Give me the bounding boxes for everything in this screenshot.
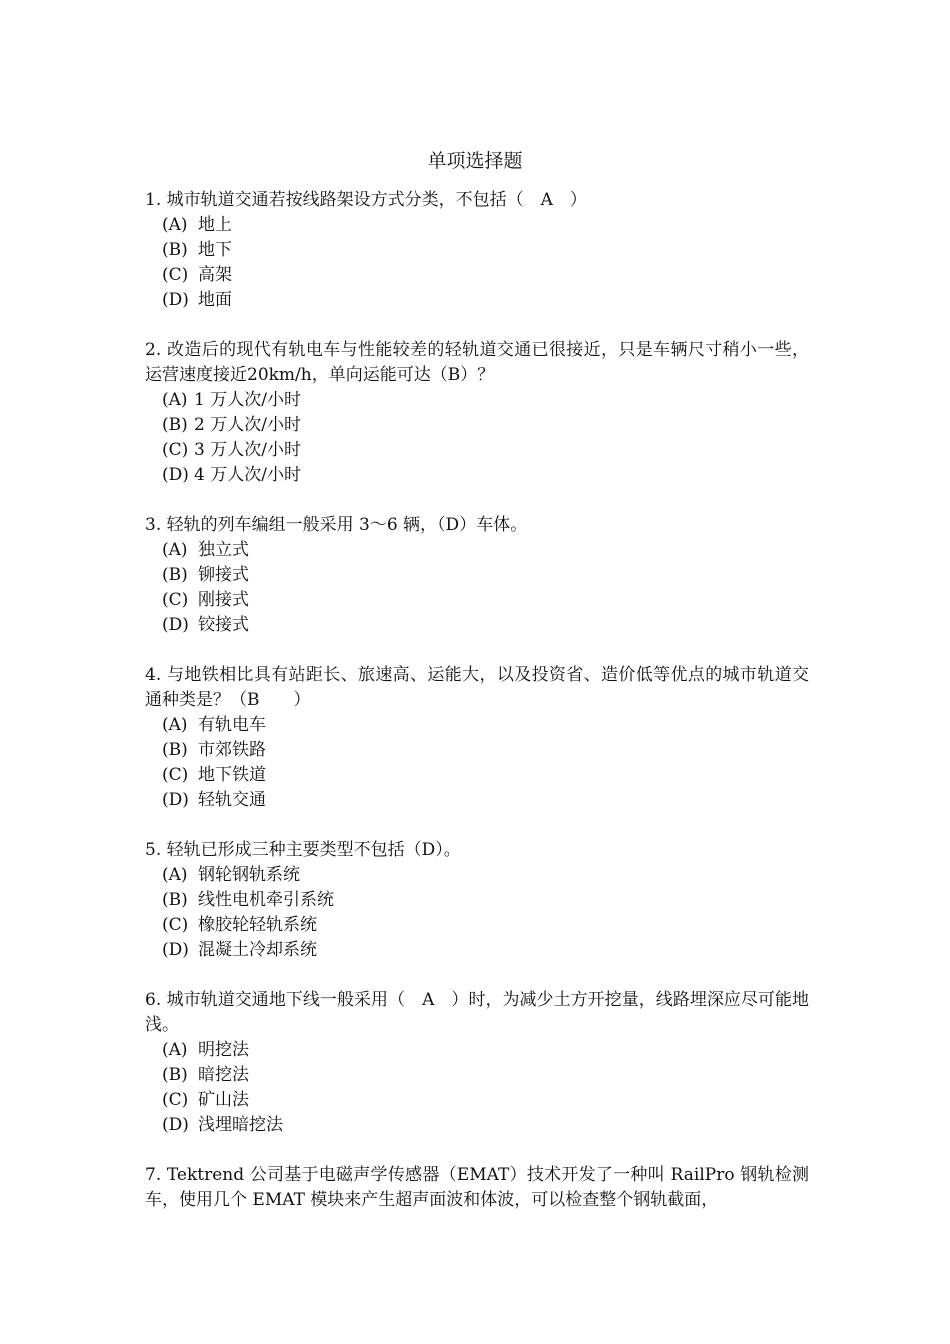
option-text: 钢轮钢轨系统 bbox=[198, 865, 300, 885]
option-c bbox=[145, 763, 809, 788]
option-label: (B) bbox=[162, 240, 188, 260]
option-label: (B) bbox=[162, 1065, 188, 1085]
option-a bbox=[145, 1038, 809, 1063]
option-text: 4 万人次/小时 bbox=[194, 465, 301, 485]
option-c bbox=[145, 913, 809, 938]
option-label: (C) bbox=[162, 765, 189, 785]
question-2 bbox=[145, 338, 809, 488]
question-stem: 5. 轻轨已形成三种主要类型不包括（D）。 bbox=[145, 840, 461, 860]
option-label: (D) bbox=[162, 790, 189, 810]
option-text: 独立式 bbox=[198, 540, 249, 560]
option-text: 地下铁道 bbox=[198, 765, 266, 785]
question-stem: 1. 城市轨道交通若按线路架设方式分类，不包括（ A ） bbox=[145, 190, 587, 210]
option-label: (B) bbox=[162, 415, 188, 435]
option-label: (C) bbox=[162, 590, 189, 610]
option-label: (B) bbox=[162, 890, 188, 910]
option-list bbox=[145, 213, 809, 313]
option-d bbox=[145, 613, 809, 638]
question-stem: 3. 轻轨的列车编组一般采用 3～6 辆，（D）车体。 bbox=[145, 515, 528, 535]
option-b bbox=[145, 563, 809, 588]
option-a bbox=[145, 863, 809, 888]
option-label: (D) bbox=[162, 465, 189, 485]
option-text: 橡胶轮轻轨系统 bbox=[198, 915, 317, 935]
option-text: 铰接式 bbox=[198, 615, 249, 635]
option-label: (B) bbox=[162, 740, 188, 760]
option-text: 市郊铁路 bbox=[198, 740, 266, 760]
option-text: 地上 bbox=[198, 215, 232, 235]
option-text: 有轨电车 bbox=[198, 715, 266, 735]
option-d bbox=[145, 788, 809, 813]
option-list bbox=[145, 863, 809, 963]
option-list bbox=[145, 713, 809, 813]
question-list bbox=[145, 188, 809, 1238]
option-label: (A) bbox=[162, 390, 188, 410]
option-d bbox=[145, 1113, 809, 1138]
option-label: (A) bbox=[162, 215, 188, 235]
option-text: 浅埋暗挖法 bbox=[198, 1115, 283, 1135]
option-text: 线性电机牵引系统 bbox=[198, 890, 334, 910]
page-title: 单项选择题 bbox=[427, 150, 523, 172]
question-7 bbox=[145, 1163, 809, 1213]
question-stem: 4. 与地铁相比具有站距长、旅速高、运能大，以及投资省、造价低等优点的城市轨道交通种类是？（B ） bbox=[145, 665, 809, 710]
option-text: 轻轨交通 bbox=[198, 790, 266, 810]
option-label: (A) bbox=[162, 865, 188, 885]
option-b bbox=[145, 738, 809, 763]
option-c bbox=[145, 263, 809, 288]
option-c bbox=[145, 588, 809, 613]
option-text: 地面 bbox=[198, 290, 232, 310]
option-d bbox=[145, 288, 809, 313]
question-4 bbox=[145, 663, 809, 813]
option-label: (D) bbox=[162, 290, 189, 310]
question-5 bbox=[145, 838, 809, 963]
option-label: (C) bbox=[162, 440, 189, 460]
option-b bbox=[145, 413, 809, 438]
option-text: 刚接式 bbox=[198, 590, 249, 610]
option-text: 高架 bbox=[198, 265, 232, 285]
option-text: 1 万人次/小时 bbox=[194, 390, 301, 410]
option-text: 明挖法 bbox=[198, 1040, 249, 1060]
question-stem: 2. 改造后的现代有轨电车与性能较差的轻轨道交通已很接近，只是车辆尺寸稍小一些，运营速度接近20km/h，单向运能可达（B）？ bbox=[145, 340, 809, 385]
option-d bbox=[145, 463, 809, 488]
option-label: (C) bbox=[162, 1090, 189, 1110]
option-list bbox=[145, 388, 809, 488]
question-stem: 7. Tektrend 公司基于电磁声学传感器（EMAT）技术开发了一种叫 RailPro 钢轨检测车，使用几个 EMAT 模块来产生超声面波和体波，可以检查整个钢轨截面， bbox=[145, 1165, 809, 1210]
option-label: (A) bbox=[162, 540, 188, 560]
option-a bbox=[145, 538, 809, 563]
option-d bbox=[145, 938, 809, 963]
option-label: (C) bbox=[162, 265, 189, 285]
option-text: 2 万人次/小时 bbox=[194, 415, 301, 435]
option-b bbox=[145, 238, 809, 263]
option-list bbox=[145, 538, 809, 638]
option-c bbox=[145, 1088, 809, 1113]
option-b bbox=[145, 888, 809, 913]
option-text: 3 万人次/小时 bbox=[194, 440, 301, 460]
option-a bbox=[145, 713, 809, 738]
option-label: (B) bbox=[162, 565, 188, 585]
option-text: 混凝土冷却系统 bbox=[198, 940, 317, 960]
option-text: 地下 bbox=[198, 240, 232, 260]
option-label: (D) bbox=[162, 1115, 189, 1135]
option-b bbox=[145, 1063, 809, 1088]
option-text: 铆接式 bbox=[198, 565, 249, 585]
option-list bbox=[145, 1038, 809, 1138]
option-text: 矿山法 bbox=[198, 1090, 249, 1110]
option-label: (D) bbox=[162, 940, 189, 960]
option-label: (A) bbox=[162, 1040, 188, 1060]
option-label: (C) bbox=[162, 915, 189, 935]
question-stem: 6. 城市轨道交通地下线一般采用（ A ）时，为减少土方开挖量，线路埋深应尽可能地浅。 bbox=[145, 990, 809, 1035]
option-c bbox=[145, 438, 809, 463]
question-3 bbox=[145, 513, 809, 638]
option-label: (D) bbox=[162, 615, 189, 635]
question-1 bbox=[145, 188, 809, 313]
option-a bbox=[145, 388, 809, 413]
option-label: (A) bbox=[162, 715, 188, 735]
option-text: 暗挖法 bbox=[198, 1065, 249, 1085]
question-6 bbox=[145, 988, 809, 1138]
option-a bbox=[145, 213, 809, 238]
